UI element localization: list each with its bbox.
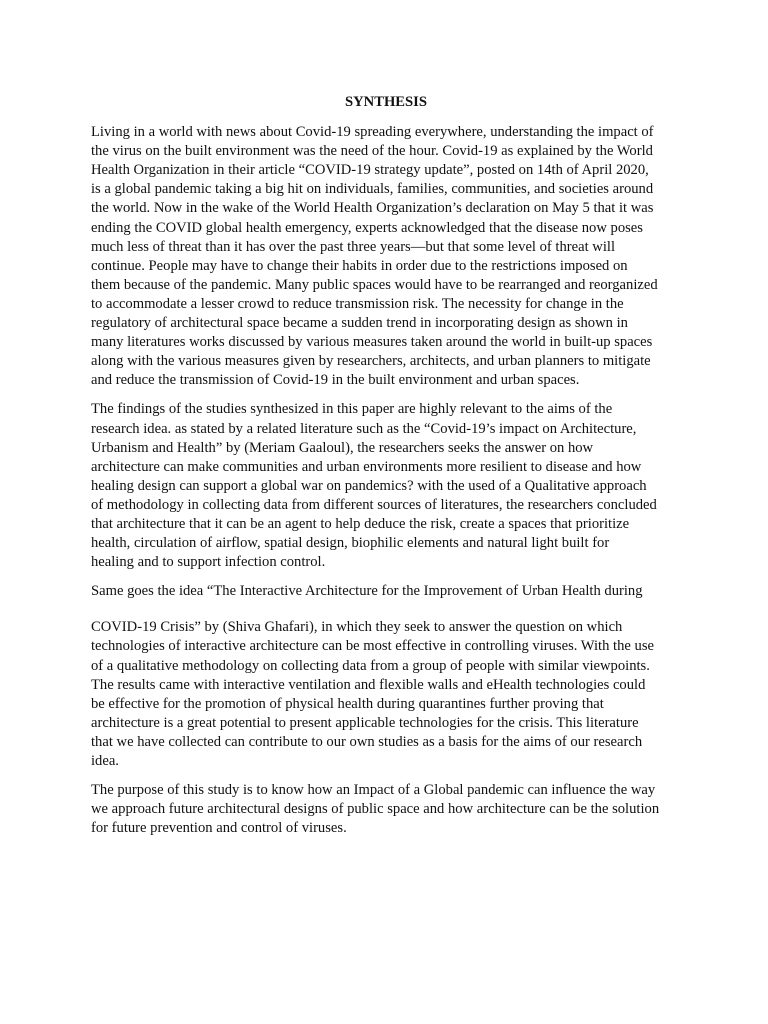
paragraph-1 xyxy=(91,123,681,390)
text-line: of methodology in collecting data from different sources of literatures, the researchers concluded xyxy=(91,496,657,513)
text-line: healing design can support a global war on pandemics? with the used of a Qualitative approach xyxy=(91,477,647,494)
text-line: that architecture that it can be an agent to help deduce the risk, create a spaces that prioritize xyxy=(91,515,630,532)
text-line: research idea. as stated by a related literature such as the “Covid-19’s impact on Architecture, xyxy=(91,420,637,437)
text-line: ending the COVID global health emergency, experts acknowledged that the disease now poses xyxy=(91,219,643,236)
document-title: SYNTHESIS xyxy=(345,94,427,110)
text-line: of a qualitative methodology on collecting data from a group of people with similar viewpoints. xyxy=(91,657,650,674)
text-line: for future prevention and control of viruses. xyxy=(91,820,347,837)
text-line: we approach future architectural designs of public space and how architecture can be the solution xyxy=(91,801,660,818)
text-line: the virus on the built environment was the need of the hour. Covid-19 as explained by the World xyxy=(91,143,653,160)
text-line: Urbanism and Health” by (Meriam Gaaloul), the researchers seeks the answer on how xyxy=(91,439,594,456)
paragraph-2 xyxy=(91,400,681,572)
text-line: to accommodate a lesser crowd to reduce transmission risk. The necessity for change in the xyxy=(91,295,624,312)
text-line: regulatory of architectural space became a sudden trend in incorporating design as shown in xyxy=(91,315,628,332)
text-line: architecture is a great potential to present applicable technologies for the crisis. This literature xyxy=(91,714,639,731)
text-line: Health Organization in their article “COVID-19 strategy update”, posted on 14th of April 2020, xyxy=(91,162,649,179)
text-line: technologies of interactive architecture can be most effective in controlling viruses. With the use xyxy=(91,638,654,655)
text-line: along with the various measures given by researchers, architects, and urban planners to mitigate xyxy=(91,353,651,370)
text-line: that we have collected can contribute to our own studies as a basis for the aims of our research xyxy=(91,733,643,750)
text-line: healing and to support infection control. xyxy=(91,554,326,571)
text-line: idea. xyxy=(91,753,119,769)
text-line: and reduce the transmission of Covid-19 in the built environment and urban spaces. xyxy=(91,372,580,389)
paragraph-3 xyxy=(91,582,681,601)
text-line: much less of threat than it has over the past three years—but that some level of threat will xyxy=(91,238,615,255)
paragraph-5 xyxy=(91,781,681,838)
text-line: architecture can make communities and urban environments more resilient to disease and how xyxy=(91,458,642,475)
text-line: them because of the pandemic. Many public spaces would have to be rearranged and reorganized xyxy=(91,276,658,293)
text-line: be effective for the promotion of physical health during quarantines further proving that xyxy=(91,695,604,712)
text-line: The findings of the studies synthesized in this paper are highly relevant to the aims of the xyxy=(91,401,613,418)
document-body xyxy=(91,93,681,848)
text-line: continue. People may have to change their habits in order due to the restrictions imposed on xyxy=(91,257,628,274)
paragraph-4 xyxy=(91,618,681,771)
text-line: The results came with interactive ventilation and flexible walls and eHealth technologies could xyxy=(91,676,646,693)
text-line: COVID-19 Crisis” by (Shiva Ghafari), in which they seek to answer the question on which xyxy=(91,619,623,636)
text-line: is a global pandemic taking a big hit on individuals, families, communities, and societies around xyxy=(91,181,654,198)
text-line: The purpose of this study is to know how an Impact of a Global pandemic can influence the way xyxy=(91,782,656,799)
text-line: health, circulation of airflow, spatial design, biophilic elements and natural light built for xyxy=(91,535,610,552)
text-line: many literatures works discussed by various measures taken around the world in built-up spaces xyxy=(91,334,653,351)
text-line: Living in a world with news about Covid-19 spreading everywhere, understanding the impact of xyxy=(91,124,654,141)
text-line: Same goes the idea “The Interactive Architecture for the Improvement of Urban Health during xyxy=(91,583,643,600)
text-line: the world. Now in the wake of the World Health Organization’s declaration on May 5 that it was xyxy=(91,200,654,217)
